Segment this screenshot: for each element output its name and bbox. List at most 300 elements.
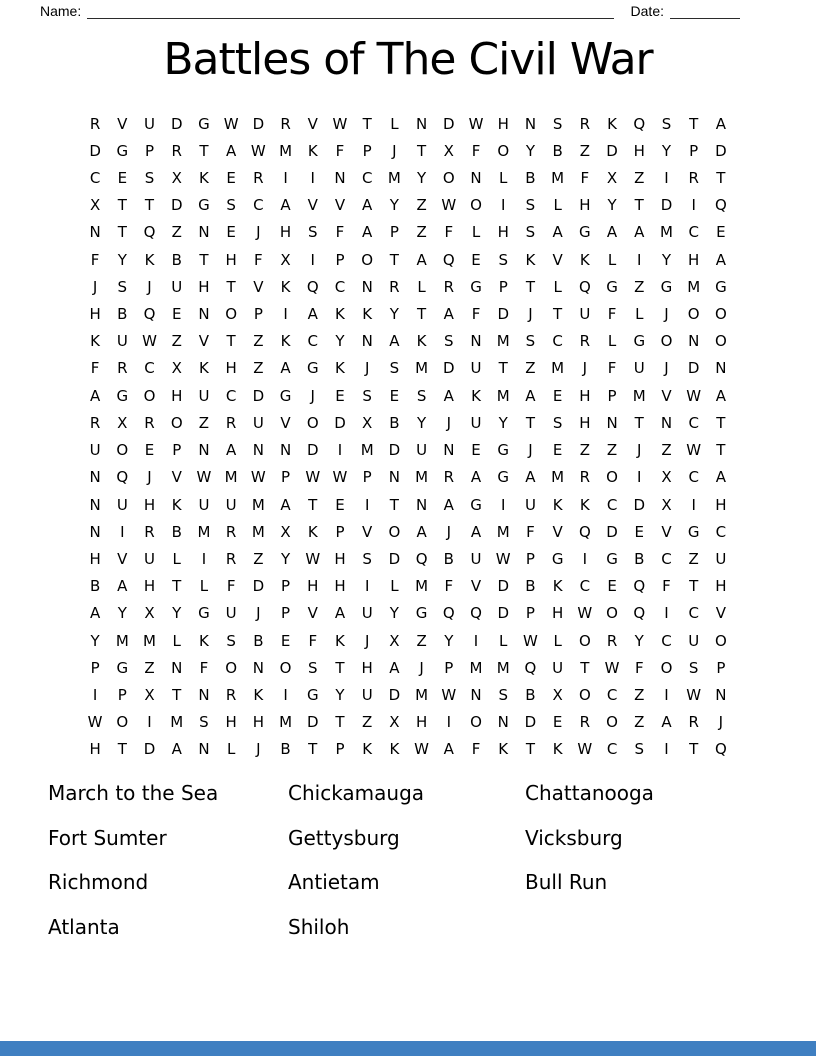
grid-cell: X [606, 169, 618, 188]
grid-cell: I [310, 169, 315, 188]
grid-cell: J [664, 305, 669, 324]
grid-cell: Z [416, 196, 427, 215]
grid-cell: D [443, 114, 455, 133]
grid-cell: R [389, 277, 400, 296]
grid-cell: C [606, 495, 618, 514]
grid-cell: X [661, 495, 672, 514]
grid-cell: K [307, 141, 318, 160]
grid-cell: A [416, 250, 427, 269]
grid-cell: K [144, 250, 155, 269]
grid-cell: V [334, 196, 346, 215]
grid-cell: L [635, 305, 644, 324]
grid-cell: Q [633, 114, 646, 133]
grid-cell: R [225, 413, 237, 432]
grid-cell: Q [116, 468, 129, 487]
grid-cell: Q [578, 522, 591, 541]
grid-cell: T [362, 114, 372, 133]
grid-cell: U [361, 604, 373, 623]
grid-cell: O [497, 141, 510, 160]
grid-cell: W [604, 658, 620, 677]
grid-cell: U [715, 549, 727, 568]
grid-cell: L [607, 332, 617, 351]
grid-cell: E [471, 441, 481, 460]
grid-cell: I [501, 196, 506, 215]
grid-cell: V [715, 604, 727, 623]
grid-cell: J [310, 386, 315, 405]
grid-cell: P [144, 141, 155, 160]
grid-cell: F [335, 223, 345, 242]
grid-cell: D [660, 196, 673, 215]
grid-cell: P [362, 141, 372, 160]
grid-cell: E [335, 386, 345, 405]
grid-cell: F [607, 359, 617, 378]
grid-cell: K [199, 359, 209, 378]
grid-cell: W [441, 196, 457, 215]
word-item: Atlanta [48, 914, 120, 939]
grid-cell: C [552, 332, 563, 351]
grid-cell: W [523, 631, 538, 650]
grid-cell: G [198, 604, 210, 623]
grid-cell: C [334, 277, 346, 296]
grid-cell: J [364, 631, 370, 650]
grid-cell: T [580, 658, 590, 677]
grid-cell: H [579, 413, 591, 432]
grid-cell: T [525, 740, 536, 759]
grid-cell: X [144, 685, 155, 704]
grid-cell: H [552, 604, 564, 623]
grid-cell: Y [389, 196, 399, 215]
grid-cell: O [306, 413, 319, 432]
grid-cell: B [525, 685, 536, 704]
name-line [87, 3, 613, 19]
grid-cell: N [198, 740, 210, 759]
grid-cell: A [226, 441, 237, 460]
grid-cell: Z [525, 359, 536, 378]
grid-cell: W [495, 549, 511, 568]
grid-cell: N [198, 441, 210, 460]
grid-cell: U [116, 332, 128, 351]
grid-cell: B [634, 549, 645, 568]
grid-cell: V [280, 413, 291, 432]
grid-cell: I [664, 740, 669, 759]
grid-cell: C [715, 522, 727, 541]
grid-cell: L [499, 631, 508, 650]
grid-cell: Y [172, 604, 182, 623]
grid-cell: A [634, 223, 645, 242]
grid-cell: P [525, 604, 535, 623]
grid-cell: M [224, 468, 238, 487]
grid-cell: X [144, 604, 155, 623]
grid-cell: Z [253, 332, 264, 351]
grid-cell: O [116, 713, 129, 732]
grid-cell: F [634, 658, 644, 677]
grid-cell: J [528, 441, 533, 460]
grid-cell: A [715, 386, 727, 405]
grid-cell: K [280, 277, 291, 296]
grid-cell: H [497, 114, 509, 133]
grid-cell: P [716, 658, 726, 677]
grid-cell: Y [335, 332, 345, 351]
grid-cell: D [388, 549, 401, 568]
grid-cell: P [362, 468, 372, 487]
grid-cell: D [497, 577, 509, 596]
grid-cell: B [280, 740, 291, 759]
grid-cell: H [89, 305, 101, 324]
grid-cell: K [171, 495, 182, 514]
grid-cell: X [171, 169, 182, 188]
grid-cell: O [361, 250, 374, 269]
grid-cell: K [525, 250, 536, 269]
grid-cell: U [225, 604, 237, 623]
grid-cell: Z [688, 549, 699, 568]
grid-cell: J [364, 359, 370, 378]
grid-cell: I [637, 468, 642, 487]
grid-cell: G [687, 522, 700, 541]
grid-cell: D [306, 713, 319, 732]
grid-cell: J [147, 277, 152, 296]
grid-cell: N [279, 441, 292, 460]
grid-cell: J [528, 305, 533, 324]
grid-cell: W [686, 685, 702, 704]
grid-cell: C [606, 740, 618, 759]
grid-cell: F [308, 631, 318, 650]
grid-cell: K [90, 332, 101, 351]
grid-cell: G [306, 685, 319, 704]
grid-cell: S [308, 658, 318, 677]
grid-cell: Y [634, 631, 644, 650]
grid-cell: W [332, 468, 348, 487]
grid-cell: Y [117, 604, 127, 623]
grid-cell: A [715, 250, 727, 269]
grid-cell: A [389, 658, 400, 677]
grid-cell: H [334, 577, 346, 596]
grid-cell: K [335, 359, 345, 378]
grid-cell: D [89, 141, 101, 160]
grid-cell: L [226, 740, 236, 759]
grid-cell: F [580, 169, 590, 188]
grid-cell: A [226, 141, 237, 160]
grid-cell: L [172, 549, 181, 568]
grid-cell: D [497, 604, 509, 623]
grid-cell: J [147, 468, 152, 487]
grid-cell: K [579, 495, 590, 514]
grid-cell: U [225, 495, 237, 514]
grid-cell: S [688, 658, 699, 677]
grid-cell: D [443, 359, 455, 378]
grid-cell: Y [117, 250, 127, 269]
grid-cell: W [305, 549, 321, 568]
grid-cell: O [470, 713, 482, 732]
grid-cell: L [390, 577, 399, 596]
grid-cell: Y [661, 141, 672, 160]
grid-cell: A [280, 196, 291, 215]
grid-cell: P [253, 305, 263, 324]
grid-cell: O [279, 658, 292, 677]
grid-cell: S [308, 223, 318, 242]
grid-cell: J [637, 441, 642, 460]
word-item: Chattanooga [525, 781, 654, 805]
grid-cell: T [689, 577, 699, 596]
grid-cell: A [334, 604, 346, 623]
grid-cell: Q [415, 549, 428, 568]
grid-cell: H [225, 713, 237, 732]
grid-cell: W [305, 468, 321, 487]
grid-cell: C [144, 359, 155, 378]
grid-cell: U [198, 495, 210, 514]
grid-cell: I [310, 250, 315, 269]
grid-cell: T [553, 305, 563, 324]
grid-cell: E [389, 386, 400, 405]
grid-cell: Q [578, 277, 591, 296]
grid-cell: N [443, 441, 455, 460]
grid-cell: D [715, 141, 727, 160]
grid-cell: F [471, 740, 481, 759]
grid-cell: Z [634, 713, 645, 732]
word-item: Bull Run [525, 870, 608, 894]
grid-cell: T [716, 413, 726, 432]
grid-cell: G [497, 441, 510, 460]
grid-cell: S [634, 740, 645, 759]
grid-cell: E [552, 713, 563, 732]
grid-cell: Y [525, 141, 536, 160]
grid-cell: J [664, 359, 669, 378]
grid-cell: N [198, 305, 210, 324]
grid-cell: V [362, 522, 373, 541]
grid-cell: T [716, 169, 726, 188]
grid-cell: O [578, 631, 591, 650]
grid-cell: S [226, 631, 236, 650]
grid-cell: S [525, 196, 536, 215]
grid-cell: A [307, 305, 318, 324]
grid-cell: O [470, 196, 482, 215]
grid-cell: C [89, 169, 101, 188]
grid-cell: G [660, 277, 673, 296]
grid-cell: T [389, 250, 399, 269]
word-item: Richmond [48, 870, 149, 894]
word-item: Chickamauga [288, 781, 425, 805]
grid-cell: C [661, 631, 672, 650]
grid-cell: A [362, 196, 373, 215]
grid-cell: Z [198, 413, 210, 432]
grid-cell: W [577, 604, 593, 623]
grid-cell: N [252, 658, 264, 677]
date-label: Date: [630, 3, 664, 19]
grid-cell: W [686, 386, 702, 405]
grid-cell: X [280, 250, 291, 269]
grid-cell: C [688, 604, 699, 623]
grid-cell: N [89, 522, 101, 541]
grid-cell: F [526, 522, 535, 541]
grid-cell: E [634, 522, 644, 541]
word-item [525, 913, 768, 958]
grid-cell: S [444, 332, 454, 351]
grid-cell: P [281, 577, 291, 596]
grid-cell: E [716, 223, 726, 242]
grid-cell: P [525, 549, 535, 568]
grid-cell: W [577, 740, 593, 759]
word-item: Vicksburg [525, 825, 623, 850]
grid-cell: K [199, 169, 209, 188]
grid-cell: W [87, 713, 103, 732]
grid-cell: C [688, 413, 699, 432]
grid-cell: I [283, 169, 288, 188]
grid-cell: R [225, 522, 237, 541]
grid-cell: F [90, 359, 100, 378]
grid-cell: S [389, 359, 400, 378]
grid-cell: H [143, 495, 156, 514]
grid-cell: S [661, 114, 672, 133]
grid-cell: U [470, 413, 482, 432]
grid-cell: N [361, 332, 373, 351]
grid-cell: J [256, 223, 261, 242]
grid-cell: D [633, 495, 646, 514]
grid-cell: G [415, 604, 428, 623]
grid-cell: N [361, 277, 373, 296]
grid-cell: H [225, 250, 237, 269]
grid-cell: Z [253, 359, 264, 378]
grid-cell: M [687, 277, 701, 296]
grid-cell: R [89, 413, 101, 432]
grid-cell: H [633, 141, 645, 160]
grid-cell: B [171, 250, 182, 269]
grid-cell: S [498, 250, 508, 269]
grid-cell: O [225, 305, 238, 324]
grid-cell: O [578, 685, 591, 704]
grid-cell: N [388, 468, 400, 487]
grid-cell: E [471, 250, 481, 269]
grid-cell: X [362, 413, 373, 432]
grid-cell: O [170, 413, 183, 432]
grid-cell: A [280, 495, 291, 514]
grid-cell: I [501, 495, 506, 514]
grid-cell: D [306, 441, 319, 460]
grid-cell: Y [661, 250, 672, 269]
grid-cell: T [716, 441, 726, 460]
grid-cell: M [143, 631, 156, 650]
grid-cell: A [416, 522, 427, 541]
grid-cell: H [688, 250, 700, 269]
grid-cell: R [253, 169, 264, 188]
grid-cell: P [172, 441, 182, 460]
grid-cell: G [606, 277, 618, 296]
grid-cell: I [691, 495, 696, 514]
grid-cell: T [689, 114, 699, 133]
date-line [670, 3, 740, 19]
grid-cell: L [607, 250, 617, 269]
grid-cell: X [661, 468, 672, 487]
grid-cell: U [89, 441, 101, 460]
grid-cell: A [389, 332, 400, 351]
grid-cell: I [364, 577, 370, 596]
grid-cell: E [171, 305, 182, 324]
grid-cell: K [335, 305, 345, 324]
grid-cell: N [715, 685, 727, 704]
grid-cell: L [499, 169, 508, 188]
grid-cell: G [306, 359, 319, 378]
grid-cell: T [335, 658, 345, 677]
grid-cell: H [89, 740, 101, 759]
grid-cell: A [89, 386, 101, 405]
grid-cell: A [552, 223, 563, 242]
grid-cell: B [117, 305, 128, 324]
grid-cell: N [415, 114, 428, 133]
grid-cell: U [361, 685, 373, 704]
grid-cell: N [89, 468, 101, 487]
grid-cell: J [446, 413, 452, 432]
grid-cell: K [498, 740, 509, 759]
grid-cell: V [307, 604, 318, 623]
grid-cell: F [444, 577, 454, 596]
grid-cell: E [607, 577, 617, 596]
grid-cell: H [252, 713, 264, 732]
grid-cell: G [470, 495, 482, 514]
grid-cell: N [470, 332, 482, 351]
grid-cell: V [117, 114, 128, 133]
grid-cell: O [442, 169, 455, 188]
grid-cell: L [390, 114, 399, 133]
grid-cell: G [198, 114, 210, 133]
grid-cell: M [415, 685, 429, 704]
letter-grid [82, 110, 735, 763]
grid-cell: U [688, 631, 700, 650]
grid-cell: E [144, 441, 155, 460]
grid-cell: V [552, 522, 563, 541]
grid-cell: M [115, 631, 129, 650]
grid-cell: A [89, 604, 101, 623]
grid-cell: W [686, 441, 702, 460]
grid-cell: Y [417, 413, 427, 432]
grid-cell: B [171, 522, 182, 541]
grid-cell: W [223, 114, 239, 133]
grid-cell: U [252, 413, 264, 432]
grid-cell: J [419, 658, 424, 677]
grid-cell: I [664, 685, 669, 704]
grid-cell: N [470, 169, 482, 188]
grid-cell: M [279, 713, 293, 732]
grid-cell: B [525, 169, 536, 188]
grid-cell: K [607, 114, 617, 133]
grid-cell: Q [143, 223, 156, 242]
grid-cell: T [226, 277, 236, 296]
grid-cell: F [254, 250, 263, 269]
grid-cell: I [120, 522, 125, 541]
grid-cell: P [689, 141, 699, 160]
grid-cell: O [714, 332, 727, 351]
grid-cell: W [332, 114, 348, 133]
grid-cell: Y [90, 631, 100, 650]
grid-cell: K [552, 495, 563, 514]
grid-cell: T [117, 740, 127, 759]
grid-cell: D [606, 141, 618, 160]
grid-cell: B [525, 577, 536, 596]
grid-cell: Y [335, 685, 345, 704]
grid-cell: D [497, 305, 509, 324]
grid-cell: E [117, 169, 128, 188]
grid-cell: M [415, 577, 429, 596]
grid-cell: M [660, 223, 673, 242]
grid-cell: K [416, 332, 427, 351]
grid-cell: Q [470, 604, 482, 623]
grid-cell: U [198, 386, 210, 405]
grid-cell: X [443, 141, 454, 160]
grid-cell: H [171, 386, 183, 405]
word-item: Fort Sumter [48, 825, 167, 850]
grid-cell: O [388, 522, 401, 541]
grid-cell: V [253, 277, 264, 296]
grid-cell: M [197, 522, 211, 541]
grid-cell: Z [171, 223, 182, 242]
grid-cell: S [552, 114, 563, 133]
